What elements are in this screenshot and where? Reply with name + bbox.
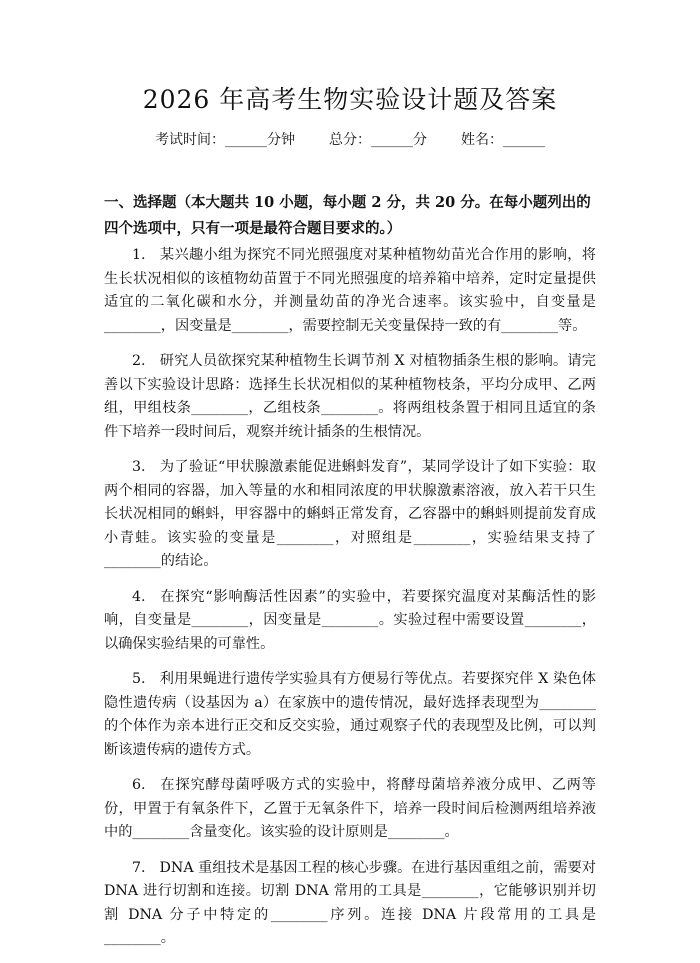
question-text: 在探究酵母菌呼吸方式的实验中，将酵母菌培养液分成甲、乙两等份，甲置于有氧条件下，乙置于无氧条件下，培养一段时间后检测两组培养液中的________含量变化。该实验的设计原则是________。 bbox=[104, 777, 596, 840]
question-list bbox=[104, 244, 596, 963]
question-1 bbox=[104, 244, 596, 338]
question-4 bbox=[104, 586, 596, 657]
section-heading: 一、选择题（本大题共 10 小题，每小题 2 分，共 20 分。在每小题列出的四个选项中，只有一项是最符合题目要求的。） bbox=[104, 194, 591, 237]
question-5 bbox=[104, 668, 596, 762]
question-text: 利用果蝇进行遗传学实验具有方便易行等优点。若要探究伴 X 染色体隐性遗传病（设基因为 a）在家族中的遗传情况，最好选择表现型为________的个体作为亲本进行正交和反交实验，通过观察子代的表现型及比例，可以判断该遗传病的遗传方式。 bbox=[104, 671, 596, 758]
question-text: DNA 重组技术是基因工程的核心步骤。在进行基因重组之前，需要对 DNA 进行切割和连接。切割 DNA 常用的工具是________，它能够识别并切割 DNA 分子中特定的________序列。连接 DNA 片段常用的工具是________。 bbox=[104, 859, 596, 946]
total-score-field: 总分：______分 bbox=[329, 132, 427, 148]
question-text: 某兴趣小组为探究不同光照强度对某种植物幼苗光合作用的影响，将生长状况相似的该植物幼苗置于不同光照强度的培养箱中培养，定时定量提供适宜的二氧化碳和水分，并测量幼苗的净光合速率。该实验中，自变量是________，因变量是________，需要控制无关变量保持一致的有________等。 bbox=[104, 247, 596, 334]
question-number: 2. bbox=[132, 353, 146, 369]
name-field: 姓名：______ bbox=[461, 132, 545, 148]
question-2 bbox=[104, 350, 596, 444]
exam-time-field: 考试时间：______分钟 bbox=[155, 132, 295, 148]
question-7 bbox=[104, 857, 596, 951]
question-number: 5. bbox=[132, 671, 146, 687]
question-number: 4. bbox=[132, 588, 146, 605]
question-text: 为了验证“甲状腺激素能促进蝌蚪发育”，某同学设计了如下实验：取两个相同的容器，加入等量的水和相同浓度的甲状腺激素溶液，放入若干只生长状况相同的蝌蚪，甲容器中的蝌蚪正常发育，乙容器中的蝌蚪则提前发育成小青蛙。该实验的变量是________，对照组是________，实验结果支持了________的结论。 bbox=[104, 459, 596, 569]
exam-info-row bbox=[0, 130, 700, 150]
page-title: 2026 年高考生物实验设计题及答案 bbox=[142, 85, 558, 114]
question-6 bbox=[104, 774, 596, 845]
question-text: 在探究“影响酶活性因素”的实验中，若要探究温度对某酶活性的影响，自变量是________，因变量是________。实验过程中需要设置________，以确保实验结果的可靠性。 bbox=[104, 588, 596, 652]
question-3 bbox=[104, 456, 596, 574]
question-number: 6. bbox=[132, 777, 146, 793]
question-number: 7. bbox=[132, 859, 146, 876]
question-number: 3. bbox=[132, 459, 146, 475]
question-number: 1. bbox=[132, 247, 146, 263]
question-text: 研究人员欲探究某种植物生长调节剂 X 对植物插条生根的影响。请完善以下实验设计思路：选择生长状况相似的某种植物枝条，平均分成甲、乙两组，甲组枝条________，乙组枝条________。将两组枝条置于相同且适宜的条件下培养一段时间后，观察并统计插条的生根情况。 bbox=[104, 353, 596, 440]
